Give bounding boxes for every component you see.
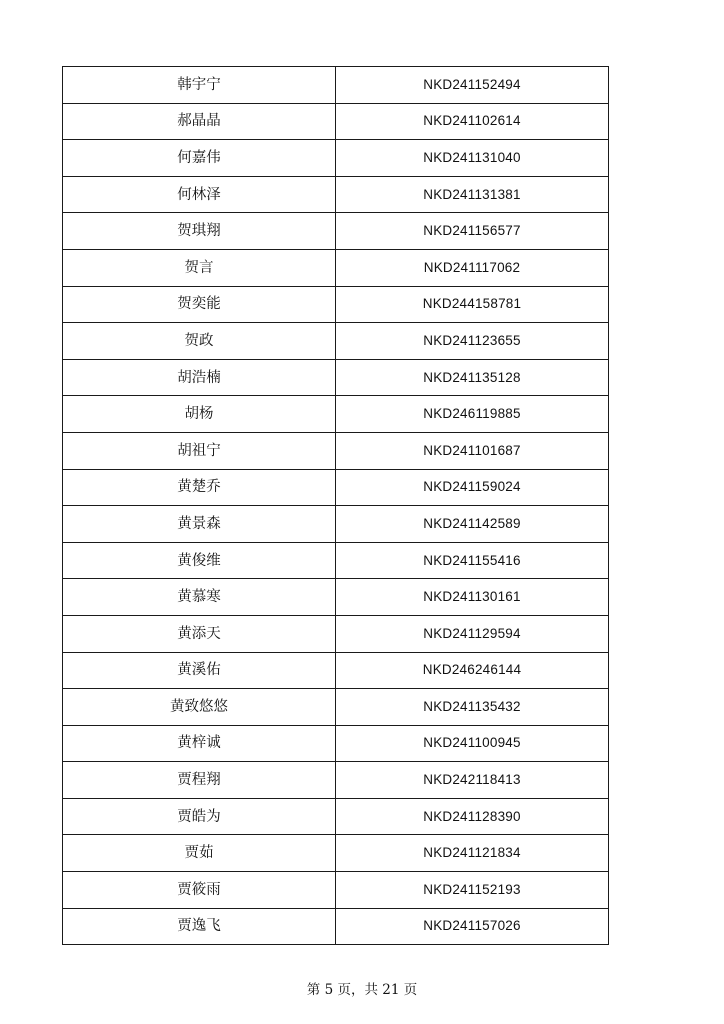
table-row — [63, 140, 609, 177]
student-name-cell: 胡祖宁 — [63, 432, 336, 469]
table-row — [63, 323, 609, 360]
student-id-cell: NKD246119885 — [336, 396, 609, 433]
student-id-cell: NKD241142589 — [336, 506, 609, 543]
student-id-cell: NKD241130161 — [336, 579, 609, 616]
student-name-cell: 贺言 — [63, 249, 336, 286]
student-name-cell: 贾皓为 — [63, 798, 336, 835]
roster-table — [62, 66, 609, 945]
table-row — [63, 213, 609, 250]
student-name-cell: 韩宇宁 — [63, 67, 336, 104]
student-name-cell: 何林泽 — [63, 176, 336, 213]
student-id-cell: NKD241156577 — [336, 213, 609, 250]
table-row — [63, 652, 609, 689]
table-row — [63, 103, 609, 140]
student-name-cell: 贺政 — [63, 323, 336, 360]
table-row — [63, 798, 609, 835]
table-row — [63, 542, 609, 579]
student-name-cell: 贾茹 — [63, 835, 336, 872]
student-id-cell: NKD241131381 — [336, 176, 609, 213]
table-row — [63, 249, 609, 286]
student-name-cell: 黄溪佑 — [63, 652, 336, 689]
table-row — [63, 725, 609, 762]
student-name-cell: 贾逸飞 — [63, 908, 336, 945]
table-row — [63, 176, 609, 213]
student-id-cell: NKD241155416 — [336, 542, 609, 579]
student-id-cell: NKD242118413 — [336, 762, 609, 799]
student-id-cell: NKD241100945 — [336, 725, 609, 762]
student-id-cell: NKD241131040 — [336, 140, 609, 177]
student-name-cell: 郝晶晶 — [63, 103, 336, 140]
table-row — [63, 396, 609, 433]
table-row — [63, 579, 609, 616]
student-name-cell: 贺琪翔 — [63, 213, 336, 250]
table-row — [63, 432, 609, 469]
student-id-cell: NKD241159024 — [336, 469, 609, 506]
student-id-cell: NKD241102614 — [336, 103, 609, 140]
student-id-cell: NKD241128390 — [336, 798, 609, 835]
student-id-cell: NKD244158781 — [336, 286, 609, 323]
student-id-cell: NKD241117062 — [336, 249, 609, 286]
student-name-cell: 贺奕能 — [63, 286, 336, 323]
table-row — [63, 506, 609, 543]
student-name-cell: 何嘉伟 — [63, 140, 336, 177]
student-id-cell: NKD241152494 — [336, 67, 609, 104]
student-id-cell: NKD241101687 — [336, 432, 609, 469]
student-name-cell: 胡浩楠 — [63, 359, 336, 396]
student-name-cell: 黄俊维 — [63, 542, 336, 579]
student-name-cell: 贾程翔 — [63, 762, 336, 799]
student-name-cell: 黄梓诚 — [63, 725, 336, 762]
student-id-cell: NKD241135432 — [336, 689, 609, 726]
page-number-footer: 第 5 页，共 21 页 — [306, 982, 418, 998]
student-name-cell: 胡杨 — [63, 396, 336, 433]
table-row — [63, 67, 609, 104]
student-name-cell: 黄楚乔 — [63, 469, 336, 506]
student-id-cell: NKD241152193 — [336, 872, 609, 909]
table-row — [63, 762, 609, 799]
student-id-cell: NKD241157026 — [336, 908, 609, 945]
student-id-cell: NKD241129594 — [336, 615, 609, 652]
student-id-cell: NKD241123655 — [336, 323, 609, 360]
student-name-cell: 黄致悠悠 — [63, 689, 336, 726]
student-name-cell: 黄添天 — [63, 615, 336, 652]
student-id-cell: NKD246246144 — [336, 652, 609, 689]
table-row — [63, 359, 609, 396]
table-row — [63, 615, 609, 652]
student-name-cell: 黄慕寒 — [63, 579, 336, 616]
table-row — [63, 689, 609, 726]
table-row — [63, 469, 609, 506]
student-id-cell: NKD241121834 — [336, 835, 609, 872]
student-name-cell: 贾筱雨 — [63, 872, 336, 909]
table-row — [63, 908, 609, 945]
student-id-cell: NKD241135128 — [336, 359, 609, 396]
table-row — [63, 286, 609, 323]
roster-table-body — [63, 67, 609, 945]
student-name-cell: 黄景森 — [63, 506, 336, 543]
table-row — [63, 835, 609, 872]
table-row — [63, 872, 609, 909]
